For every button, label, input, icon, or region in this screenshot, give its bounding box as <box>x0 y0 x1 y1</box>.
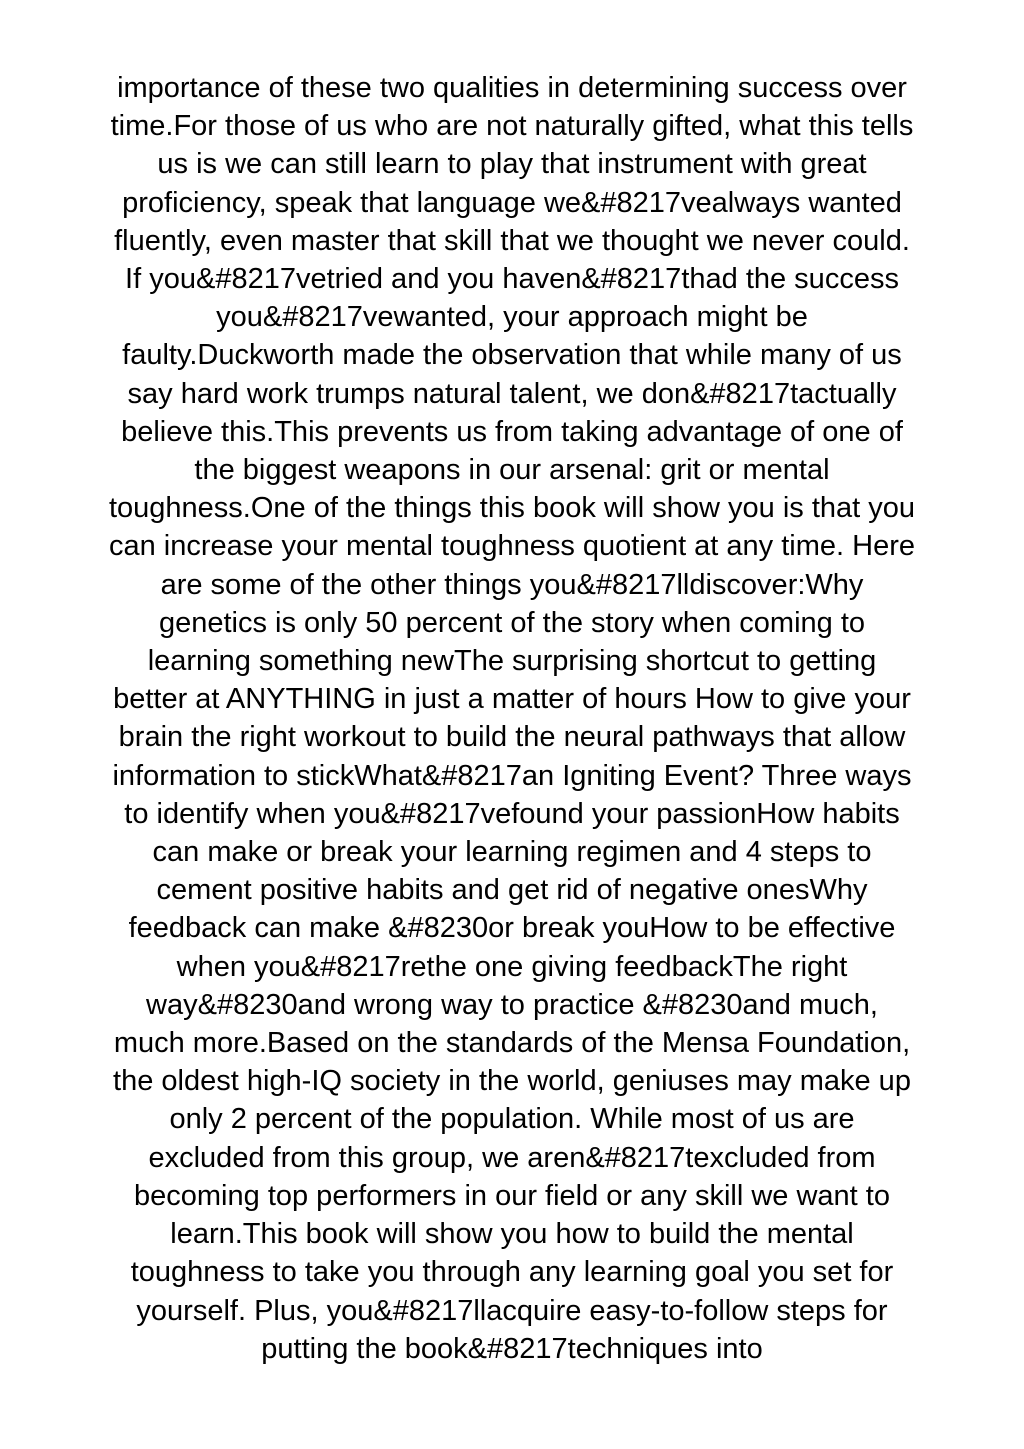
text-line: brain the right workout to build the neural pathways that allow <box>118 721 906 754</box>
text-line: If you&#8217vetried and you haven&#8217thad the success <box>125 263 899 296</box>
text-line: toughness to take you through any learning goal you set for <box>130 1256 894 1289</box>
text-line: are some of the other things you&#8217lldiscover:Why <box>160 568 864 601</box>
text-line: the biggest weapons in our arsenal: grit or mental <box>194 454 830 487</box>
text-line: information to stickWhat&#8217an Igniting Event? Three ways <box>112 759 912 792</box>
text-line: time.For those of us who are not naturally gifted, what this tells <box>110 110 914 143</box>
text-line: yourself. Plus, you&#8217llacquire easy-to-follow steps for <box>136 1294 888 1327</box>
text-line: can make or break your learning regimen and 4 steps to <box>152 836 872 869</box>
text-line: becoming top performers in our field or any skill we want to <box>134 1179 890 1212</box>
text-line: cement positive habits and get rid of negative onesWhy <box>156 874 868 907</box>
text-line: learn.This book will show you how to build the mental <box>170 1218 854 1251</box>
text-line: can increase your mental toughness quotient at any time. Here <box>108 530 915 563</box>
text-line: believe this.This prevents us from taking advantage of one of <box>121 415 903 448</box>
text-line: us is we can still learn to play that instrument with great <box>157 148 867 181</box>
text-line: you&#8217vewanted, your approach might be <box>216 301 808 334</box>
text-line: genetics is only 50 percent of the story when coming to <box>158 606 866 639</box>
text-line: feedback can make &#8230or break youHow to be effective <box>128 912 896 945</box>
text-line: fluently, even master that skill that we thought we never could. <box>114 224 910 257</box>
text-line: learning something newThe surprising shortcut to getting <box>147 645 877 678</box>
text-line: say hard work trumps natural talent, we don&#8217tactually <box>127 377 897 410</box>
text-line: importance of these two qualities in determining success over <box>117 72 907 104</box>
text-line: putting the book&#8217techniques into <box>261 1332 763 1365</box>
text-line: when you&#8217rethe one giving feedbackThe right <box>176 950 848 983</box>
text-line: to identify when you&#8217vefound your passionHow habits <box>124 797 900 830</box>
text-line: toughness.One of the things this book will show you is that you <box>108 492 916 525</box>
text-line: the oldest high-IQ society in the world, geniuses may make up <box>113 1065 911 1098</box>
body-text <box>40 69 984 1368</box>
text-line: only 2 percent of the population. While most of us are <box>169 1103 855 1136</box>
text-line: proficiency, speak that language we&#8217vealways wanted <box>122 186 902 219</box>
text-line: faulty.Duckworth made the observation that while many of us <box>122 339 902 372</box>
text-line: better at ANYTHING in just a matter of hours How to give your <box>113 683 911 716</box>
text-line: excluded from this group, we aren&#8217texcluded from <box>148 1141 876 1174</box>
text-line: way&#8230and wrong way to practice &#8230and much, <box>146 988 878 1021</box>
text-line: much more.Based on the standards of the Mensa Foundation, <box>113 1027 911 1060</box>
